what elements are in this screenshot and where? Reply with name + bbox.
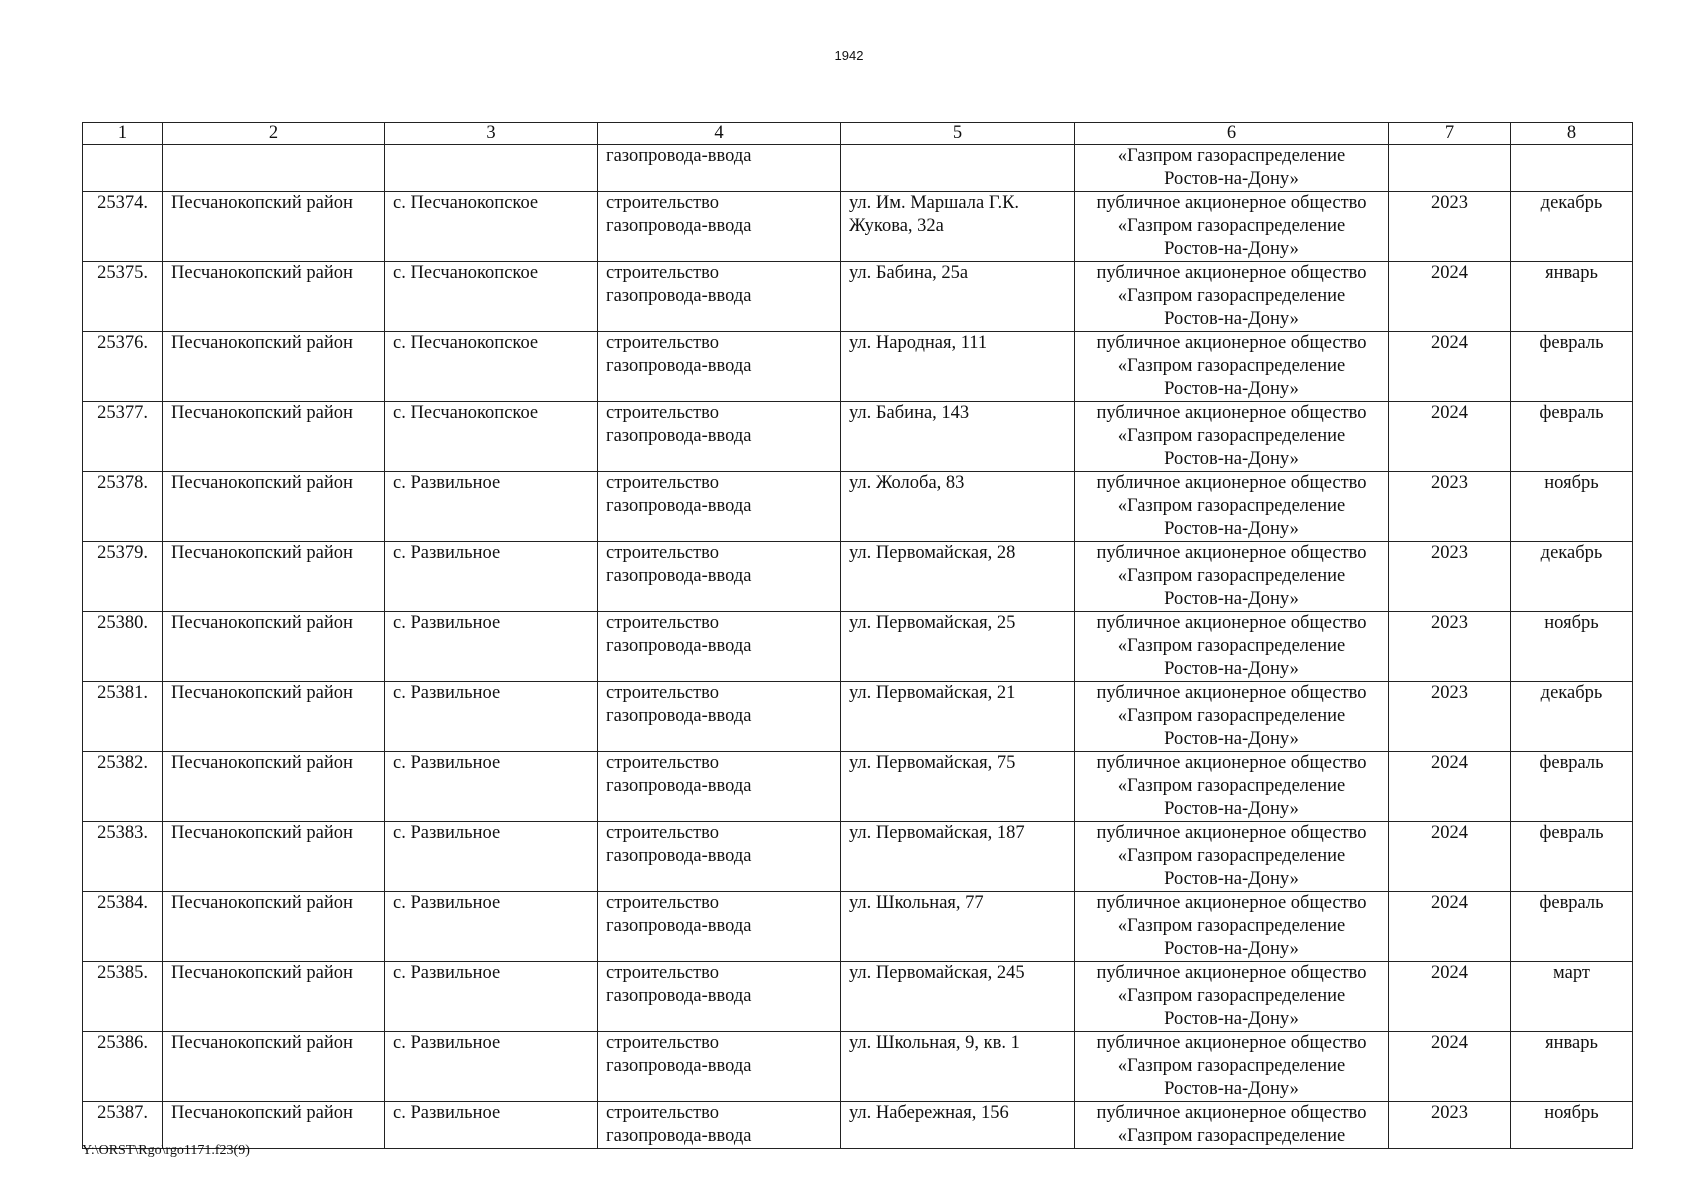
table-row xyxy=(83,1102,1633,1149)
org-line: публичное акционерное общество xyxy=(1096,263,1367,283)
org-line: публичное акционерное общество xyxy=(1096,193,1367,213)
cell-district: Песчанокопский район xyxy=(163,962,385,1032)
table-row xyxy=(83,682,1633,752)
cell-num: 25377. xyxy=(83,402,163,472)
cell-num: 25387. xyxy=(83,1102,163,1149)
cell-settlement: с. Песчанокопское xyxy=(385,332,598,402)
org-line: публичное акционерное общество xyxy=(1096,823,1367,843)
page-number: 1942 xyxy=(834,48,864,63)
table-row xyxy=(83,192,1633,262)
org-line: публичное акционерное общество xyxy=(1096,1103,1367,1123)
cell-month xyxy=(1511,145,1633,192)
address-line: ул. Первомайская, 187 xyxy=(849,823,1025,843)
cell-address xyxy=(841,262,1075,332)
org-line: «Газпром газораспределение xyxy=(1117,916,1346,936)
cell-settlement: с. Развильное xyxy=(385,962,598,1032)
cell-district xyxy=(163,145,385,192)
cell-address xyxy=(841,752,1075,822)
cell-settlement: с. Развильное xyxy=(385,822,598,892)
cell-district: Песчанокопский район xyxy=(163,752,385,822)
work-line: газопровода-ввода xyxy=(606,496,752,516)
table-row xyxy=(83,962,1633,1032)
cell-year: 2023 xyxy=(1389,612,1511,682)
cell-address xyxy=(841,542,1075,612)
cell-num: 25380. xyxy=(83,612,163,682)
cell-work xyxy=(598,1102,841,1149)
cell-district: Песчанокопский район xyxy=(163,262,385,332)
address-line: ул. Первомайская, 28 xyxy=(849,543,1016,563)
org-line: Ростов-на-Дону» xyxy=(1164,379,1299,399)
continuation-row xyxy=(83,145,1633,192)
work-line: строительство xyxy=(606,1103,720,1123)
cell-organization xyxy=(1075,262,1389,332)
cell-num: 25375. xyxy=(83,262,163,332)
cell-address xyxy=(841,612,1075,682)
cell-year: 2023 xyxy=(1389,1102,1511,1149)
cell-work xyxy=(598,1032,841,1102)
address-line: ул. Народная, 111 xyxy=(849,333,988,353)
cell-work xyxy=(598,962,841,1032)
cell-year: 2023 xyxy=(1389,472,1511,542)
cell-district: Песчанокопский район xyxy=(163,542,385,612)
work-line: строительство xyxy=(606,613,720,633)
cell-organization xyxy=(1075,962,1389,1032)
cell-num: 25381. xyxy=(83,682,163,752)
cell-work xyxy=(598,402,841,472)
cell-organization xyxy=(1075,1102,1389,1149)
cell-month: ноябрь xyxy=(1511,612,1633,682)
table-row xyxy=(83,1032,1633,1102)
header-row xyxy=(83,123,1633,145)
cell-month: февраль xyxy=(1511,332,1633,402)
address-line: ул. Первомайская, 75 xyxy=(849,753,1016,773)
cell-year: 2024 xyxy=(1389,402,1511,472)
table-row xyxy=(83,822,1633,892)
table-row xyxy=(83,892,1633,962)
work-line: строительство xyxy=(606,263,720,283)
address-line: ул. Первомайская, 245 xyxy=(849,963,1025,983)
cell-address xyxy=(841,682,1075,752)
org-line: публичное акционерное общество xyxy=(1096,473,1367,493)
org-line: «Газпром газораспределение xyxy=(1117,356,1346,376)
cell-work xyxy=(598,262,841,332)
cell-work xyxy=(598,752,841,822)
cell-address xyxy=(841,1102,1075,1149)
cell-address xyxy=(841,1032,1075,1102)
work-line: строительство xyxy=(606,403,720,423)
work-line: строительство xyxy=(606,193,720,213)
cell-work xyxy=(598,472,841,542)
cell-settlement: с. Развильное xyxy=(385,612,598,682)
cell-num: 25376. xyxy=(83,332,163,402)
org-line: «Газпром газораспределение xyxy=(1117,706,1346,726)
cell-organization xyxy=(1075,542,1389,612)
cell-organization xyxy=(1075,402,1389,472)
work-line: строительство xyxy=(606,753,720,773)
cell-work: газопровода-ввода xyxy=(598,145,841,192)
cell-settlement: с. Развильное xyxy=(385,682,598,752)
org-line: Ростов-на-Дону» xyxy=(1164,589,1299,609)
address-line: ул. Набережная, 156 xyxy=(849,1103,1009,1123)
cell-settlement: с. Песчанокопское xyxy=(385,262,598,332)
work-line: строительство xyxy=(606,1033,720,1053)
cell-year: 2023 xyxy=(1389,192,1511,262)
cell-settlement: с. Развильное xyxy=(385,892,598,962)
cell-work xyxy=(598,892,841,962)
column-header: 2 xyxy=(163,123,385,145)
cell-district: Песчанокопский район xyxy=(163,1032,385,1102)
cell-month: февраль xyxy=(1511,402,1633,472)
work-line: газопровода-ввода xyxy=(606,1056,752,1076)
org-line: Ростов-на-Дону» xyxy=(1164,169,1299,189)
cell-address xyxy=(841,145,1075,192)
work-line: строительство xyxy=(606,963,720,983)
org-line: публичное акционерное общество xyxy=(1096,963,1367,983)
document-table xyxy=(82,122,1633,1149)
cell-num: 25382. xyxy=(83,752,163,822)
cell-work xyxy=(598,542,841,612)
cell-organization xyxy=(1075,822,1389,892)
cell-organization xyxy=(1075,752,1389,822)
cell-num: 25384. xyxy=(83,892,163,962)
address-line: Жукова, 32а xyxy=(849,216,944,236)
org-line: «Газпром газораспределение xyxy=(1117,986,1346,1006)
cell-month: декабрь xyxy=(1511,542,1633,612)
cell-work xyxy=(598,192,841,262)
org-line: «Газпром газораспределение xyxy=(1117,1126,1346,1146)
org-line: «Газпром газораспределение xyxy=(1117,846,1346,866)
work-line: газопровода-ввода xyxy=(606,986,752,1006)
address-line: ул. Школьная, 9, кв. 1 xyxy=(849,1033,1020,1053)
org-line: публичное акционерное общество xyxy=(1096,613,1367,633)
org-line: публичное акционерное общество xyxy=(1096,333,1367,353)
cell-settlement: с. Развильное xyxy=(385,1102,598,1149)
cell-month: февраль xyxy=(1511,892,1633,962)
org-line: «Газпром газораспределение xyxy=(1117,426,1346,446)
org-line: «Газпром газораспределение xyxy=(1117,286,1346,306)
cell-work xyxy=(598,822,841,892)
cell-settlement xyxy=(385,145,598,192)
org-line: Ростов-на-Дону» xyxy=(1164,729,1299,749)
cell-settlement: с. Развильное xyxy=(385,472,598,542)
cell-year: 2024 xyxy=(1389,262,1511,332)
cell-district: Песчанокопский район xyxy=(163,1102,385,1149)
org-line: Ростов-на-Дону» xyxy=(1164,309,1299,329)
cell-district: Песчанокопский район xyxy=(163,472,385,542)
cell-settlement: с. Песчанокопское xyxy=(385,192,598,262)
table-row xyxy=(83,402,1633,472)
org-line: Ростов-на-Дону» xyxy=(1164,1079,1299,1099)
work-line: газопровода-ввода xyxy=(606,426,752,446)
cell-num: 25374. xyxy=(83,192,163,262)
cell-year: 2024 xyxy=(1389,962,1511,1032)
cell-district: Песчанокопский район xyxy=(163,892,385,962)
org-line: Ростов-на-Дону» xyxy=(1164,1009,1299,1029)
cell-month: январь xyxy=(1511,262,1633,332)
cell-settlement: с. Развильное xyxy=(385,752,598,822)
cell-month: ноябрь xyxy=(1511,472,1633,542)
column-header: 7 xyxy=(1389,123,1511,145)
cell-year: 2024 xyxy=(1389,822,1511,892)
cell-district: Песчанокопский район xyxy=(163,402,385,472)
cell-address xyxy=(841,472,1075,542)
work-line: газопровода-ввода xyxy=(606,216,752,236)
cell-organization xyxy=(1075,892,1389,962)
cell-year: 2024 xyxy=(1389,892,1511,962)
cell-year: 2024 xyxy=(1389,1032,1511,1102)
cell-settlement: с. Песчанокопское xyxy=(385,402,598,472)
cell-num: 25378. xyxy=(83,472,163,542)
org-line: «Газпром газораспределение xyxy=(1117,1056,1346,1076)
work-line: газопровода-ввода xyxy=(606,846,752,866)
cell-month: декабрь xyxy=(1511,682,1633,752)
address-line: ул. Бабина, 143 xyxy=(849,403,970,423)
org-line: Ростов-на-Дону» xyxy=(1164,939,1299,959)
column-header: 4 xyxy=(598,123,841,145)
work-line: газопровода-ввода xyxy=(606,636,752,656)
org-line: Ростов-на-Дону» xyxy=(1164,659,1299,679)
cell-address xyxy=(841,332,1075,402)
org-line: Ростов-на-Дону» xyxy=(1164,239,1299,259)
cell-month: декабрь xyxy=(1511,192,1633,262)
cell-organization xyxy=(1075,332,1389,402)
cell-year: 2024 xyxy=(1389,752,1511,822)
address-line: ул. Жолоба, 83 xyxy=(849,473,965,493)
table-row xyxy=(83,542,1633,612)
address-line: ул. Первомайская, 21 xyxy=(849,683,1016,703)
work-line: газопровода-ввода xyxy=(606,776,752,796)
org-line: публичное акционерное общество xyxy=(1096,1033,1367,1053)
table-row xyxy=(83,332,1633,402)
address-line: ул. Первомайская, 25 xyxy=(849,613,1016,633)
org-line: «Газпром газораспределение xyxy=(1117,566,1346,586)
cell-work xyxy=(598,332,841,402)
cell-organization xyxy=(1075,472,1389,542)
table-row xyxy=(83,612,1633,682)
table-row xyxy=(83,752,1633,822)
work-line: строительство xyxy=(606,333,720,353)
cell-num: 25386. xyxy=(83,1032,163,1102)
cell-month: февраль xyxy=(1511,822,1633,892)
org-line: «Газпром газораспределение xyxy=(1117,216,1346,236)
cell-settlement: с. Развильное xyxy=(385,1032,598,1102)
cell-num: 25379. xyxy=(83,542,163,612)
cell-year: 2023 xyxy=(1389,542,1511,612)
org-line: Ростов-на-Дону» xyxy=(1164,519,1299,539)
org-line: «Газпром газораспределение xyxy=(1117,636,1346,656)
work-line: газопровода-ввода xyxy=(606,706,752,726)
column-header: 6 xyxy=(1075,123,1389,145)
cell-month: март xyxy=(1511,962,1633,1032)
org-line: «Газпром газораспределение xyxy=(1117,496,1346,516)
cell-organization xyxy=(1075,192,1389,262)
address-line: ул. Бабина, 25а xyxy=(849,263,969,283)
work-line: строительство xyxy=(606,473,720,493)
work-line: газопровода-ввода xyxy=(606,286,752,306)
work-line: газопровода-ввода xyxy=(606,916,752,936)
work-line: газопровода-ввода xyxy=(606,566,752,586)
cell-year: 2024 xyxy=(1389,332,1511,402)
org-line: Ростов-на-Дону» xyxy=(1164,449,1299,469)
org-line: публичное акционерное общество xyxy=(1096,683,1367,703)
org-line: «Газпром газораспределение xyxy=(1117,146,1346,166)
column-header: 8 xyxy=(1511,123,1633,145)
work-line: строительство xyxy=(606,543,720,563)
cell-organization xyxy=(1075,1032,1389,1102)
cell-month: ноябрь xyxy=(1511,1102,1633,1149)
cell-organization xyxy=(1075,682,1389,752)
org-line: публичное акционерное общество xyxy=(1096,403,1367,423)
cell-address xyxy=(841,822,1075,892)
org-line: Ростов-на-Дону» xyxy=(1164,799,1299,819)
cell-district: Песчанокопский район xyxy=(163,612,385,682)
work-line: строительство xyxy=(606,823,720,843)
cell-num: 25383. xyxy=(83,822,163,892)
cell-address xyxy=(841,962,1075,1032)
column-header: 3 xyxy=(385,123,598,145)
table-row xyxy=(83,262,1633,332)
cell-year: 2023 xyxy=(1389,682,1511,752)
cell-address xyxy=(841,402,1075,472)
cell-settlement: с. Развильное xyxy=(385,542,598,612)
column-header: 1 xyxy=(83,123,163,145)
org-line: публичное акционерное общество xyxy=(1096,753,1367,773)
work-line: строительство xyxy=(606,683,720,703)
cell-district: Песчанокопский район xyxy=(163,682,385,752)
cell-organization xyxy=(1075,612,1389,682)
cell-work xyxy=(598,682,841,752)
cell-year xyxy=(1389,145,1511,192)
cell-district: Песчанокопский район xyxy=(163,192,385,262)
cell-address xyxy=(841,892,1075,962)
file-path-footer: Y:\ORST\Rgo\rgo1171.f23(9) xyxy=(82,1143,250,1158)
cell-address xyxy=(841,192,1075,262)
cell-month: январь xyxy=(1511,1032,1633,1102)
address-line: ул. Им. Маршала Г.К. xyxy=(849,193,1020,213)
org-line: «Газпром газораспределение xyxy=(1117,776,1346,796)
work-line: газопровода-ввода xyxy=(606,356,752,376)
cell-district: Песчанокопский район xyxy=(163,332,385,402)
org-line: Ростов-на-Дону» xyxy=(1164,869,1299,889)
address-line: ул. Школьная, 77 xyxy=(849,893,984,913)
org-line: публичное акционерное общество xyxy=(1096,543,1367,563)
org-line: публичное акционерное общество xyxy=(1096,893,1367,913)
table-row xyxy=(83,472,1633,542)
cell-month: февраль xyxy=(1511,752,1633,822)
work-line: газопровода-ввода xyxy=(606,1126,752,1146)
cell-work xyxy=(598,612,841,682)
cell-num: 25385. xyxy=(83,962,163,1032)
cell-organization xyxy=(1075,145,1389,192)
work-line: строительство xyxy=(606,893,720,913)
cell-num xyxy=(83,145,163,192)
cell-district: Песчанокопский район xyxy=(163,822,385,892)
column-header: 5 xyxy=(841,123,1075,145)
